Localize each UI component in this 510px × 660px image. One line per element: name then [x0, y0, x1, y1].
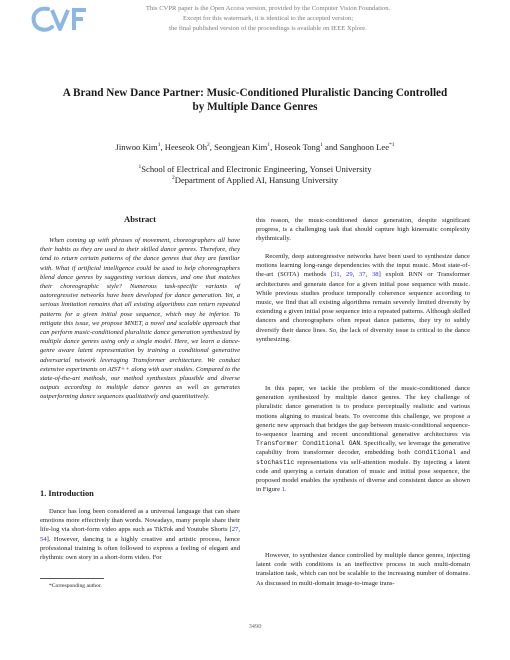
- intro-text: Dance has long been considered as a universal language that can share emotions more effectively than words. Nowadays, many people share their life-log via short-form video apps such as TikTok and Youtube Shorts [: [40, 508, 240, 534]
- paper-title-line-2: by Multiple Dance Genres: [192, 101, 318, 113]
- affiliation-mark: 1: [138, 164, 142, 171]
- author-name: Jinwoo Kim: [115, 142, 158, 152]
- author-affiliation-mark: 1: [157, 142, 161, 149]
- right-column-paragraph-2: [256, 252, 470, 344]
- citation-link[interactable]: 27: [231, 526, 239, 534]
- paper-title-line-1: A Brand New Dance Partner: Music-Conditioned Pluralistic Dancing Controlled: [62, 87, 448, 99]
- body-text: .: [284, 486, 287, 494]
- watermark-line-3: the final published version of the proceedings is available on IEEE Xplore.: [169, 25, 367, 32]
- inline-code: conditional: [414, 449, 457, 457]
- author-name: Sanghoon Lee: [339, 142, 390, 152]
- citation-separator: ,: [238, 526, 240, 534]
- author-separator: and: [322, 142, 340, 152]
- right-column-paragraph-4: However, to synthesize dance controlled by multiple dance genres, injecting latent code with conditions is an ineffective process in such multi-domain translation task, which can not be scalable to the increasing number of domains. As discussed in multi-domain image-to-image trans-: [256, 552, 470, 587]
- body-text: ] exploit RNN or Transformer architectures and generate dance for a given initial pose sequence with music. While previous studies produce temporally coherence sequence according to music, we find that all existing algorithms remain severely limited diversity by extending a given initial pose sequence into a repeated patterns. Although skilled dancers and choreographers often repeat dance patterns, they try to subtly diversify their dance lines. So, the lack of diversity issue is critical to the dance synthesizing.: [256, 271, 471, 343]
- affiliation: [20, 175, 490, 186]
- citation-separator: ,: [365, 271, 372, 279]
- body-text: representations via self-attention module. By injecting a latent code and querying a certain duration of music and initial pose sequence, the proposed model enables the synthesis of diverse and consistent dance as shown in Figure: [256, 458, 470, 494]
- citation-separator: ,: [352, 271, 359, 279]
- section-heading-introduction: 1. Introduction: [40, 489, 94, 498]
- author-affiliation-mark: *1: [389, 142, 395, 149]
- body-text: . Specifically, we leverage the generative capability from transformer decoder, embedding both: [256, 440, 471, 457]
- citation-link[interactable]: 54: [40, 535, 47, 543]
- body-text: In this paper, we tackle the problem of the music-conditioned dance generation synthesized by multiple dance genres. The key challenge of pluralistic dance generation is to produce perceptually realistic and various motions aligning to musical beats. To overcome this challenge, we propose a generic new approach that bridges the gap between music-conditional sequence-to-sequence learning and recent unconditional generative architectures via: [256, 385, 470, 439]
- author-affiliation-mark: 1: [267, 142, 271, 149]
- affiliation: [20, 164, 490, 175]
- abstract-heading: Abstract: [124, 214, 156, 224]
- citation-link[interactable]: 31: [333, 271, 340, 279]
- affiliation-list: [20, 164, 490, 186]
- author-affiliation-mark: 1: [320, 142, 323, 149]
- affiliation-name: Department of Applied AI, Hansung University: [174, 175, 338, 185]
- intro-text: ]. However, dancing is a highly creative and artistic process, hence professional training is often followed to express a feeling of elegant and rhythmic own story in a short-form video. For: [40, 535, 240, 562]
- footnote-divider: [40, 578, 104, 579]
- paper-title: [20, 86, 490, 114]
- citation-link[interactable]: 29: [346, 271, 353, 279]
- author-list: [20, 142, 490, 153]
- right-column-paragraph-1: this reason, the music-conditioned dance generation, despite significant progress, is a challenging task that should capture high kinematic complexity rhythmically.: [256, 217, 470, 243]
- body-text: and: [456, 449, 470, 457]
- watermark-notice: [118, 4, 418, 34]
- inline-code: stochastic: [256, 458, 295, 466]
- abstract-text: When coming up with phrases of movement, choreographers all have their habits as they are used to their skilled dance genres. Therefore, they tend to return certain patterns of the dance genres that they are familiar with. What if artificial intelligence could be used to help choreographers blend dance genres by suggesting various dances, and one that matches their choreographic style? Numerous task-specific variants of autoregressive networks have been developed for dance generation. Yet, a serious limitation remains that all existing algorithms can return repeated patterns for a given initial pose sequence, which may be inferior. To mitigate this issue, we propose MNET, a novel and scalable approach that can perform music-conditioned pluralistic dance generation synthesized by multiple dance genres using only a single model. Here, we learn a dance-genre aware latent representation by training a conditional generative adversarial network leveraging Transformer architecture. We conduct extensive experiments on AIST++ along with user studies. Compared to the state-of-the-art methods, our method synthesizes plausible and diverse outputs according to multiple dance genres as well as generates outperforming dance sequences qualitatively and quantitatively.: [40, 237, 240, 401]
- figure-reference-link[interactable]: 1: [281, 486, 285, 494]
- author-separator: ,: [209, 142, 215, 152]
- affiliation-mark: 2: [171, 175, 175, 182]
- cvf-logo-icon: [28, 4, 92, 34]
- author-name: Seongjean Kim: [214, 142, 268, 152]
- right-column-paragraph-3: [256, 384, 470, 494]
- affiliation-name: School of Electrical and Electronic Engineering, Yonsei University: [141, 164, 372, 174]
- watermark-line-2: Except for this watermark, it is identical to the accepted version;: [182, 15, 354, 22]
- author-affiliation-mark: 2: [207, 142, 210, 149]
- author-name: Hoseok Tong: [274, 142, 321, 152]
- citation-link[interactable]: 38: [371, 271, 379, 279]
- citation-separator: ,: [339, 271, 347, 279]
- body-text: Recently, deep autoregressive networks have been used to synthesize dance motions learning long-range dependencies with the input music. Most state-of-the-art (SOTA) methods [: [256, 253, 470, 279]
- watermark-line-1: This CVPR paper is the Open Access version, provided by the Computer Vision Foundation.: [145, 5, 391, 12]
- page-number: 3490: [248, 623, 262, 630]
- footnote: *Corresponding author.: [49, 583, 102, 589]
- intro-paragraph-1: [40, 507, 240, 562]
- citation-link[interactable]: 37: [359, 271, 366, 279]
- author-separator: ,: [160, 142, 165, 152]
- inline-code: Transformer Conditional GAN: [256, 440, 361, 448]
- author-name: Heeseok Oh: [164, 142, 208, 152]
- author-separator: ,: [270, 142, 275, 152]
